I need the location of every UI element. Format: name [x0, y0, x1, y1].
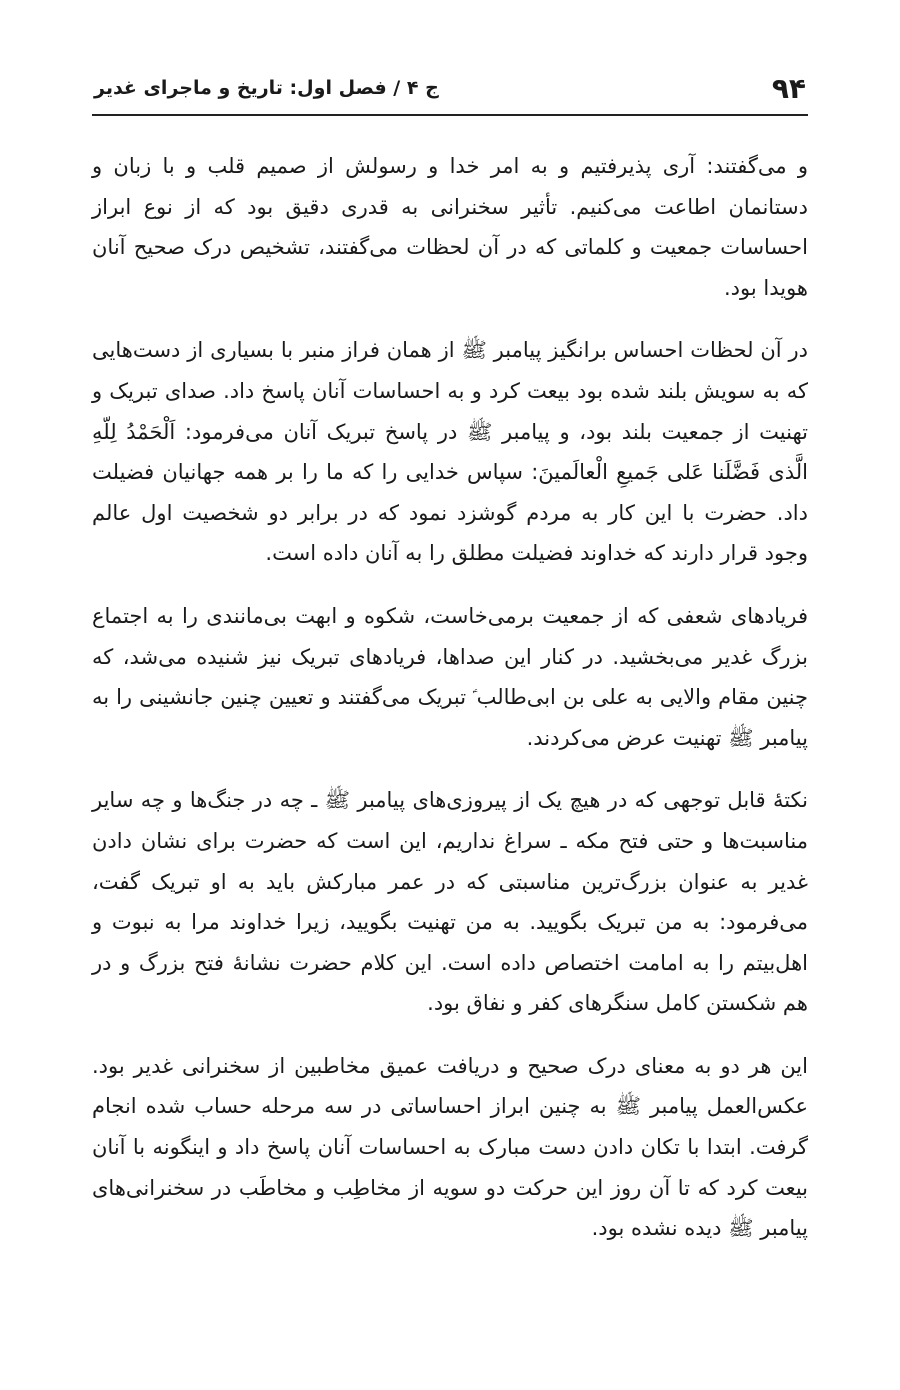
paragraph-2: در آن لحظات احساس برانگیز پیامبر ﷺ از همان فراز منبر با بسیاری از دست‌هایی که به سویش بلند شده بود بیعت کرد و به احساسات آنان پاسخ داد. صدای تبریک و تهنیت از جمعیت بلند بود، و پیامبر ﷺ در پاسخ تبریک آنان می‌فرمود: اَلْحَمْدُ لِلّهِ الَّذی فَضَّلَنا عَلی جَمیعِ الْعالَمینَ: سپاس خدایی را که ما را بر همه جهانیان فضیلت داد. حضرت با این کار به مردم گوشزد نمود که در برابر دو شخصیت اول عالم وجود قرار دارند که خداوند فضیلت مطلق را به آنان داده است.	[92, 338, 808, 566]
page-header	[92, 62, 808, 116]
paragraph-1: و می‌گفتند: آری پذیرفتیم و به امر خدا و رسولش از صمیم قلب و با زبان و دستانمان اطاعت می‌کنیم. تأثیر سخنرانی به قدری دقیق بود که از نوع ابراز احساسات جمعیت و کلماتی که در آن لحظات می‌گفتند، تشخیص درک صحیح آنان هویدا بود.	[92, 154, 808, 300]
running-title: ج ۴ / فصل اول: تاریخ و ماجرای غدیر	[94, 77, 439, 99]
page-number: ۹۴	[771, 71, 806, 105]
paragraph-4: نکتهٔ قابل توجهی که در هیچ یک از پیروزی‌های پیامبر ﷺ ـ چه در جنگ‌ها و چه سایر مناسبت‌ها و حتی فتح مکه ـ سراغ نداریم، این است که حضرت برای نشان دادن غدیر به عنوان بزرگ‌ترین مناسبتی که در عمر مبارکش باید به او تبریک گفت، می‌فرمود: به من تبریک بگویید. به من تهنیت بگویید، زیرا خداوند مرا به نبوت و اهل‌بیتم را به امامت اختصاص داده است. این کلام حضرت نشانهٔ فتح بزرگ و در هم شکستن کامل سنگرهای کفر و نفاق بود.	[92, 788, 808, 1016]
paragraph-5: این هر دو به معنای درک صحیح و دریافت عمیق مخاطبین از سخنرانی غدیر بود. عکس‌العمل پیامبر ﷺ به چنین ابراز احساساتی در سه مرحله حساب شده انجام گرفت. ابتدا با تکان دادن دست مبارک به احساسات آنان پاسخ داد و اینگونه با آنان بیعت کرد که تا آن روز این حرکت دو سویه از مخاطِب و مخاطَب در سخنرانی‌های پیامبر ﷺ دیده نشده بود.	[92, 1053, 808, 1241]
paragraph-3: فریادهای شعفی که از جمعیت برمی‌خاست، شکوه و ابهت بی‌مانندی را به اجتماع بزرگ غدیر می‌بخشید. در کنار این صداها، فریادهای تبریک نیز شنیده می‌شد، که چنین مقام والایی به علی بن ابی‌طالب ؑ تبریک می‌گفتند و تعیین چنین جانشینی را به پیامبر ﷺ تهنیت عرض می‌کردند.	[92, 603, 808, 750]
page-body	[92, 146, 808, 1249]
